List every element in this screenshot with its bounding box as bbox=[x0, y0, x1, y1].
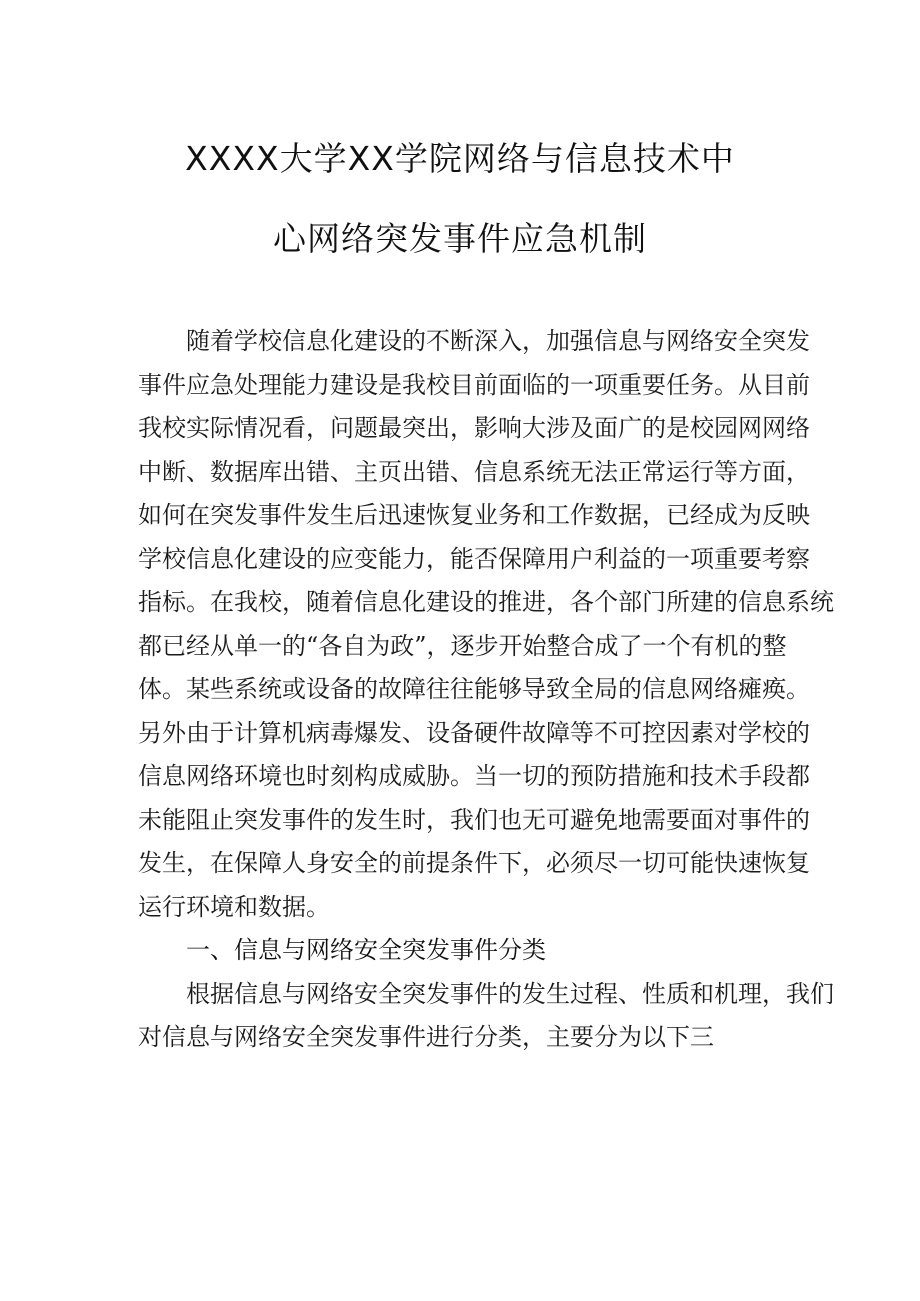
text-line: 发生，在保障人身安全的前提条件下，必须尽一切可能快速恢复 bbox=[138, 849, 810, 877]
text-line: 体。某些系统或设备的故障往往能够导致全局的信息网络瘫痪。 bbox=[138, 675, 810, 703]
text-line: 中断、数据库出错、主页出错、信息系统无法正常运行等方面， bbox=[138, 457, 810, 486]
text-line: 随着学校信息化建设的不断深入，加强信息与网络安全突发 bbox=[186, 327, 810, 355]
text-line: 信息网络环境也时刻构成威胁。当一切的预防措施和技术手段都 bbox=[138, 762, 810, 790]
text-line: 我校实际情况看，问题最突出，影响大涉及面广的是校园网网络 bbox=[138, 414, 810, 442]
text-line: 都已经从单一的“各自为政”，逐步开始整合成了一个有机的整 bbox=[138, 631, 787, 660]
text-line: 另外由于计算机病毒爆发、设备硬件故障等不可控因素对学校的 bbox=[138, 718, 810, 747]
text-line: 运行环境和数据。 bbox=[138, 892, 330, 921]
text-line: 指标。在我校，随着信息化建设的推进，各个部门所建的信息系统 bbox=[138, 588, 834, 616]
text-line: 事件应急处理能力建设是我校目前面临的一项重要任务。从目前 bbox=[138, 370, 810, 399]
document-body bbox=[138, 320, 834, 1060]
text-line: 未能阻止突发事件的发生时，我们也无可避免地需要面对事件的 bbox=[138, 805, 810, 834]
document-title-line-1: XXXX大学XX学院网络与信息技术中 bbox=[185, 139, 735, 178]
paragraph-intro bbox=[138, 320, 834, 929]
text-line: 根据信息与网络安全突发事件的发生过程、性质和机理，我们 bbox=[186, 979, 834, 1008]
section-heading: 一、信息与网络安全突发事件分类 bbox=[186, 936, 546, 964]
text-line: 对信息与网络安全突发事件进行分类，主要分为以下三 bbox=[138, 1023, 714, 1051]
text-line: 学校信息化建设的应变能力，能否保障用户利益的一项重要考察 bbox=[138, 544, 810, 573]
text-line: 如何在突发事件发生后迅速恢复业务和工作数据，已经成为反映 bbox=[138, 501, 810, 529]
paragraph-classification bbox=[138, 973, 834, 1060]
document-title-line-2: 心网络突发事件应急机制 bbox=[273, 219, 647, 258]
